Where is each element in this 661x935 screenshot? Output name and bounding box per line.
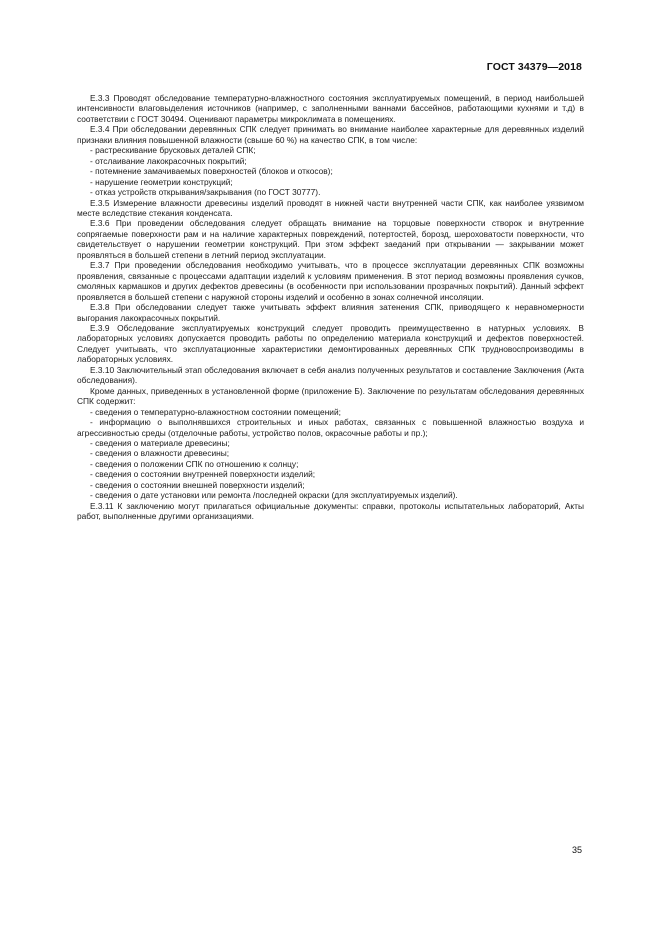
list-item: - сведения о положении СПК по отношению к солнцу; xyxy=(90,458,299,469)
paragraph: Е.3.6 При проведении обследования следует обращать внимание на торцовые поверхности створок и внутренние сопрягаемые поверхности рам и на наличие характерных повреждений, потертостей, борозд, шероховатости поверхности, что свидетельствует о нарушении геометрии конструкций. При этом эффект заеданий при открывании — закрывании может проявляться в большей степени в летний период эксплуатации. xyxy=(77,218,584,260)
paragraph: Е.3.8 При обследовании следует также учитывать эффект влияния затенения СПК, приводящего к неравномерности выгорания лакокрасочных покрытий. xyxy=(77,302,584,323)
paragraph: Е.3.5 Измерение влажности древесины изделий проводят в нижней части внутренней части СПК, как наиболее уязвимом месте вследствие стекания конденсата. xyxy=(77,197,584,218)
standard-header: ГОСТ 34379—2018 xyxy=(486,61,582,73)
list-item: - потемнение замачиваемых поверхностей (блоков и откосов); xyxy=(90,166,333,177)
paragraph: Е.3.3 Проводят обследование температурно-влажностного состояния эксплуатируемых помещений, в период наибольшей интенсивности влаговыделения источников (например, с заполненными ваннами бассейнов, работающими кухнями и т.д) в соответствии с ГОСТ 30494. Оценивают параметры микроклимата в помещениях. xyxy=(77,93,584,124)
page-number: 35 xyxy=(571,845,582,855)
paragraph: Е.3.4 При обследовании деревянных СПК следует принимать во внимание наиболее характерные для деревянных изделий признаки влияния повышенной влажности (свыше 60 %) на качество СПК, в том числе: xyxy=(77,124,584,145)
list-item: - сведения о материале древесины; xyxy=(90,437,230,448)
list-item: - сведения о влажности древесины; xyxy=(90,448,230,459)
paragraph: Е.3.11 К заключению могут прилагаться официальные документы: справки, протоколы испытательных лабораторий, Акты работ, выполненные другими организациями. xyxy=(77,500,584,522)
list-item: - нарушение геометрии конструкций; xyxy=(90,176,233,187)
document-body xyxy=(77,93,584,522)
list-item: - отслаивание лакокрасочных покрытий; xyxy=(90,155,247,166)
paragraph: Е.3.10 Заключительный этап обследования включает в себя анализ полученных результатов и составление Заключения (Акта обследования). xyxy=(77,364,584,386)
list-item: - сведения о дате установки или ремонта /последней окраски (для эксплуатируемых изделий). xyxy=(90,490,458,501)
list-item: - сведения о температурно-влажностном состоянии помещений; xyxy=(90,406,341,417)
list-item: - сведения о состоянии внешней поверхности изделий; xyxy=(90,479,305,490)
list-item: - сведения о состоянии внутренней поверхности изделий; xyxy=(90,469,316,480)
paragraph: Кроме данных, приведенных в установленной форме (приложение Б). Заключение по результатам обследования деревянных СПК содержит: xyxy=(77,385,584,407)
list-item: - растрескивание брусковых деталей СПК; xyxy=(90,145,256,156)
list-item: - информацию о выполнявшихся строительных и иных работах, связанных с повышенной влажностью воздуха и агрессивностью среды (отделочные работы, устройство полов, окрасочные работы и пр.); xyxy=(77,417,584,438)
paragraph: Е.3.7 При проведении обследования необходимо учитывать, что в процессе эксплуатации деревянных СПК возможны проявления, связанные с процессами адаптации изделий к условиям применения. В этот период возможны проявления сучков, смоляных кармашков и других дефектов древесины (в особенности при использовании прозрачных покрытий). Данный эффект проявляется в большей степени с наружной стороны изделий и особенно в зонах солнечной инсоляции. xyxy=(77,260,584,302)
paragraph: Е.3.9 Обследование эксплуатируемых конструкций следует проводить преимущественно в натурных условиях. В лабораторных условиях допускается проводить работы по определению материала конструкций и дефектов поверхностей. Следует учитывать, что эксплуатационные характеристики демонтированных деревянных СПК трудновоспроизводимы в лабораторных условиях. xyxy=(77,322,584,365)
list-item: - отказ устройств открывания/закрывания (по ГОСТ 30777). xyxy=(90,187,321,198)
